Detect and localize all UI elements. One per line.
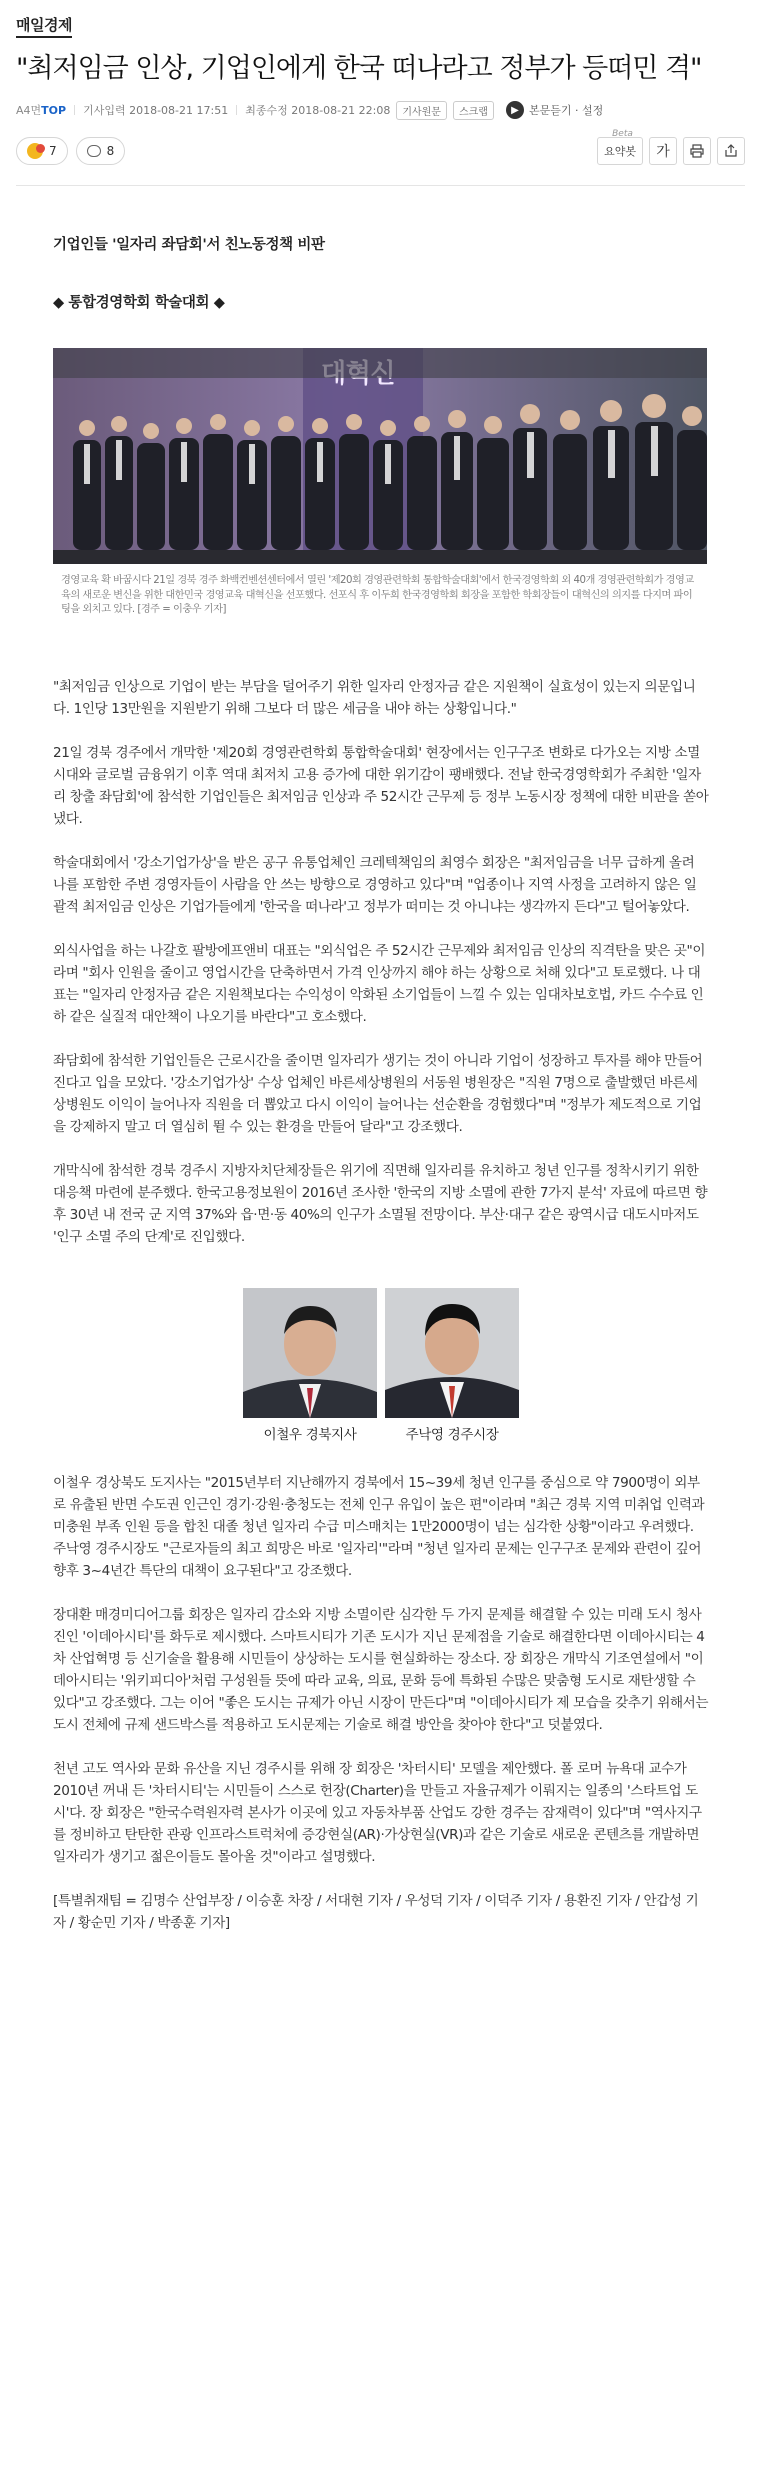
- reporter-byline: [특별취재팀 = 김명수 산업부장 / 이승훈 차장 / 서대현 기자 / 우성덕 기자 / 이덕주 기자 / 용환진 기자 / 안갑성 기자 / 황순민 기자 / 박종훈 기자]: [53, 1892, 699, 1931]
- reaction-emoji-icon: [27, 143, 43, 159]
- font-size-button[interactable]: [649, 137, 677, 165]
- font-size-label: 가: [656, 144, 670, 160]
- summary-bot-button[interactable]: [597, 129, 643, 165]
- listen-button[interactable]: [506, 101, 603, 119]
- article-paragraph: 천년 고도 역사와 문화 유산을 지닌 경주시를 위해 장 회장은 '차터시티' 모델을 제안했다. 폴 로머 뉴욕대 교수가 2010년 꺼내 든 '차터시티'는 시민들이 스스로 헌장(Charter)을 만들고 자율규제가 이뤄지는 일종의 '스타트업 도시'다. 장 회장은 "한국수력원자력 본사가 이곳에 있고 자동차부품 산업도 강한 경주는 잠재력이 있다"며 "역사지구를 정비하고 탄탄한 관광 인프라스트럭처에 증강현실(AR)·가상현실(VR)과 같은 기술로 새로운 콘텐츠를 개발하면 일자리가 생기고 젊은이들도 몰아올 것"이라고 설명했다.: [53, 1760, 702, 1865]
- speaker-icon: ▶: [506, 101, 524, 119]
- info-separator: [74, 105, 75, 115]
- print-button[interactable]: [683, 137, 711, 165]
- beta-label: Beta: [612, 129, 633, 139]
- listen-label: 본문듣기 · 설정: [528, 104, 604, 117]
- portrait-photo[interactable]: [243, 1288, 377, 1418]
- article-paragraph: 21일 경북 경주에서 개막한 '제20회 경영관련학회 통합학술대회' 현장에서는 인구구조 변화로 다가오는 지방 소멸 시대와 글로벌 금융위기 이후 역대 최저치 고용 증가에 대한 위기감이 팽배했다. 전날 한국경영학회가 주최한 '일자리 창출 좌담회'에 참석한 기업인들은 최저임금 인상과 주 52시간 근무제 등 정부 노동시장 정책에 대한 비판을 쏟아냈다.: [53, 744, 709, 827]
- press-header: [16, 0, 745, 38]
- article-paragraph: 학술대회에서 '강소기업가상'을 받은 공구 유통업체인 크레텍책임의 최영수 회장은 "최저임금을 너무 급하게 올려 나를 포함한 주변 경영자들이 사람을 안 쓰는 방향으로 경영하고 있다"며 "업종이나 지역 사정을 고려하지 않은 일괄적 최저임금 인상은 기업가들에게 '한국을 떠나라'고 정부가 떠미는 것 아니냐는 생각까지 든다"고 털어놓았다.: [53, 854, 697, 915]
- published-time: 기사입력 2018-08-21 17:51: [83, 104, 229, 117]
- info-separator: [236, 105, 237, 115]
- article-paragraph: 외식사업을 하는 나갈호 팔방에프앤비 대표는 "외식업은 주 52시간 근무제와 최저임금 인상의 직격탄을 맞은 곳"이라며 "회사 인원을 줄이고 영업시간을 단축하면서 가격 인상까지 해야 하는 상황으로 처해 있다"고 토로했다. 나 대표는 "일자리 안정자금 같은 지원책보다는 수익성이 악화된 소기업들이 느낄 수 있는 임대차보호법, 카드 수수료 인하 같은 실질적 대안책이 나오기를 바란다"고 호소했다.: [53, 942, 706, 1025]
- article-info: [16, 99, 745, 121]
- article-paragraph: 장대환 매경미디어그룹 회장은 일자리 감소와 지방 소멸이란 심각한 두 가지 문제를 해결할 수 있는 미래 도시 청사진인 '이데아시티'를 화두로 제시했다. 스마트시티가 기존 도시가 지닌 문제점을 기술로 해결한다면 이데아시티는 4차 산업혁명 등 신기술을 활용해 시민들이 상상하는 도시를 현실화하는 장소다. 장 회장은 개막식 기조연설에서 "이데아시티는 '위키피디아'처럼 구성원들 뜻에 따라 교육, 의료, 문화 등에 특화된 수많은 맞춤형 도시로 재탄생할 수 있다"고 강조했다. 그는 이어 "좋은 도시는 규제가 아닌 시장이 만든다"며 "이데아시티가 제 모습을 갖추기 위해서는 도시 전체에 규제 샌드박스를 적용하고 도시문제는 기술로 해결 방안을 찾아야 한다"고 덧붙였다.: [53, 1606, 709, 1733]
- comment-button[interactable]: [76, 137, 126, 165]
- summary-bot-label: 요약봇: [604, 145, 636, 158]
- section-label[interactable]: [16, 102, 66, 118]
- comment-bubble-icon: [87, 145, 101, 157]
- section-prefix: A4면: [16, 104, 42, 117]
- article-paragraph: 개막식에 참석한 경북 경주시 지방자치단체장들은 위기에 직면해 일자리를 유치하고 청년 인구를 정착시키기 위한 대응책 마련에 분주했다. 한국고용정보원이 2016년 조사한 '한국의 지방 소멸에 관한 7가지 분석' 자료에 따르면 향후 30년 내 전국 군 지역 37%와 읍·면·동 40%의 인구가 소멸될 전망이다. 부산·대구 같은 광역시급 대도시마저도 '인구 소멸 주의 단계'로 진입했다.: [53, 1162, 708, 1245]
- portrait-item: [385, 1288, 519, 1446]
- article-paragraph: 이철우 경상북도 도지사는 "2015년부터 지난해까지 경북에서 15~39세 청년 인구를 중심으로 약 7900명이 외부로 유출된 반면 수도권 인근인 경기·강원·충청도는 전체 인구 유입이 높은 편"이라며 "최근 경북 지역 미취업 인력과 미충원 부족 인원 등을 합친 대졸 청년 일자리 수급 미스매치는 1만2000명이 넘는 심각한 상황"이라고 우려했다. 주낙영 경주시장도 "근로자들의 최고 희망은 바로 '일자리'"라며 "청년 일자리 문제는 인구구조 문제와 관련이 깊어 향후 3~4년간 특단의 대책이 요구된다"고 강조했다.: [53, 1474, 705, 1579]
- photo-caption: 경영교육 확 바꿉시다 21일 경북 경주 화백컨벤션센터에서 열린 '제20회 경영관련학회 통합학술대회'에서 한국경영학회 외 40개 경영관련학회가 경영교육의 새로운 변신을 위한 대한민국 경영교육 대혁신을 선포했다. 선포식 후 이두희 한국경영학회 회장을 포함한 학회장들이 대혁신의 의지를 다지며 파이팅을 외치고 있다. [경주 = 이충우 기자]: [61, 575, 694, 615]
- header-divider: [16, 185, 745, 186]
- section-name: TOP: [41, 104, 67, 117]
- portrait-item: [243, 1288, 377, 1446]
- lead-quote: "최저임금 인상으로 기업이 받는 부담을 덜어주기 위한 일자리 안정자금 같은 지원책이 실효성이 있는지 의문입니다. 1인당 13만원을 지원받기 위해 그보다 더 많은 세금을 내야 하는 상황입니다.": [53, 678, 696, 717]
- share-button[interactable]: [717, 137, 745, 165]
- press-logo[interactable]: 매일경제: [16, 14, 72, 38]
- article-toolbar: [16, 129, 745, 167]
- portrait-name: 이철우 경북지사: [263, 1426, 357, 1443]
- reaction-button[interactable]: [16, 137, 68, 165]
- article-subtitle: 기업인들 '일자리 좌담회'서 친노동정책 비판: [53, 237, 325, 253]
- article-paragraph: 좌담회에 참석한 기업인들은 근로시간을 줄이면 일자리가 생기는 것이 아니라 기업이 성장하고 투자를 해야 만들어진다고 입을 모았다. '강소기업가상' 수상 업체인 바른세상병원의 서동원 병원장은 "직원 7명으로 출발했던 바른세상병원도 이익이 늘어나자 직원을 더 뽑았고 다시 이익이 늘어나는 선순환을 경험했다"며 "정부가 제도적으로 기업을 강제하지 말고 더 열심히 뛸 수 있는 환경을 만들어 달라"고 강조했다.: [53, 1052, 703, 1135]
- headline: "최저임금 인상, 기업인에게 한국 떠나라고 정부가 등떠민 격": [16, 53, 702, 84]
- scrap-button[interactable]: 스크랩: [453, 101, 494, 120]
- portrait-photo[interactable]: [385, 1288, 519, 1418]
- article-event-title: ◆ 통합경영학회 학술대회 ◆: [53, 295, 225, 311]
- article-body: [16, 234, 745, 1934]
- print-icon: [690, 144, 704, 158]
- comment-count: 8: [106, 144, 115, 158]
- ceremony-photo[interactable]: [53, 348, 707, 564]
- original-article-button[interactable]: 기사원문: [396, 101, 447, 120]
- share-icon: [724, 144, 738, 158]
- portrait-row: [53, 1288, 709, 1446]
- article-photo: [53, 348, 709, 618]
- reaction-count: 7: [49, 144, 57, 158]
- modified-time: 최종수정 2018-08-21 22:08: [245, 104, 391, 117]
- portrait-name: 주낙영 경주시장: [405, 1426, 499, 1443]
